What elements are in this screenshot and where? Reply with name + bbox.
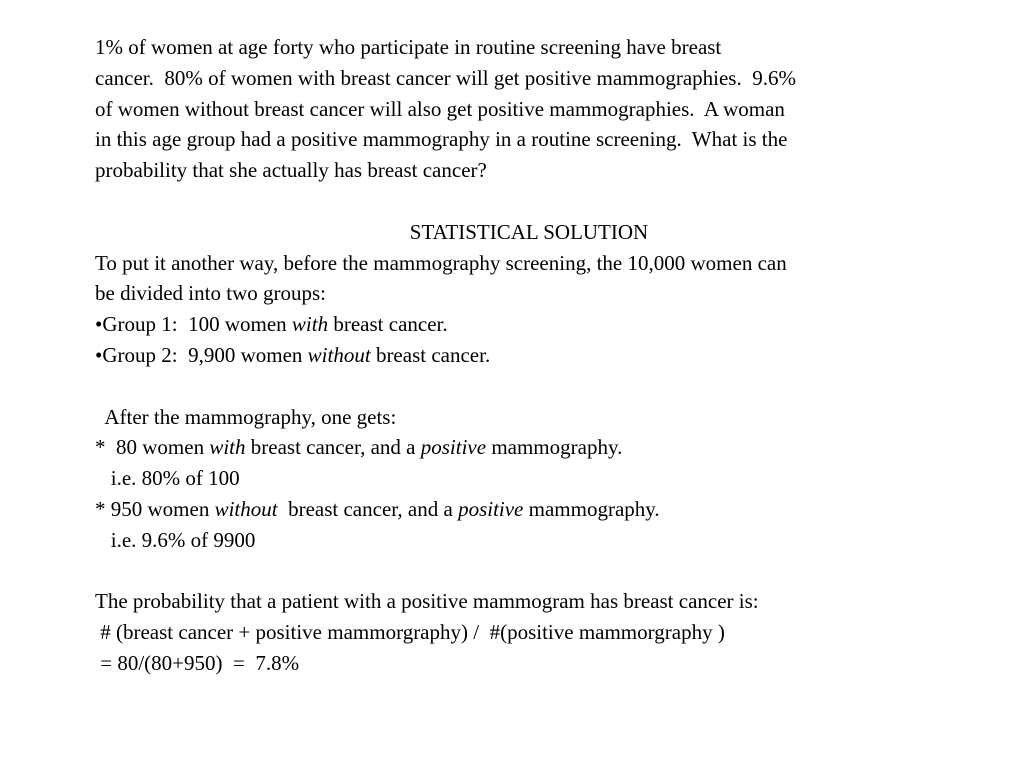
probability-formula: # (breast cancer + positive mammorgraphy) / #(positive mammorgraphy ) xyxy=(95,620,725,645)
group-2-item xyxy=(95,340,965,371)
after-mammography xyxy=(95,402,965,556)
item-1-emphasis-with: with xyxy=(209,435,246,460)
group-2-emphasis: without xyxy=(307,342,371,367)
result-item-2 xyxy=(95,494,965,525)
result-item-1 xyxy=(95,432,965,463)
group-1-suffix: breast cancer. xyxy=(328,312,448,337)
item-1-emphasis-positive: positive xyxy=(420,435,487,460)
group-1-emphasis: with xyxy=(291,312,329,337)
item-2-emphasis-positive: positive xyxy=(458,496,524,521)
item-2-middle: breast cancer, and a xyxy=(277,496,459,521)
group-2-prefix: •Group 2: 9,900 women xyxy=(95,342,308,367)
item-2-emphasis-without: without xyxy=(214,496,278,521)
spacer xyxy=(95,186,965,217)
probability-result: = 80/(80+950) = 7.8% xyxy=(95,650,300,675)
group-1-item xyxy=(95,309,965,340)
item-1-suffix: mammography. xyxy=(486,435,623,460)
item-2-prefix: * 950 women xyxy=(95,496,215,521)
solution-intro-line: To put it another way, before the mammography screening, the 10,000 women can xyxy=(95,250,787,275)
group-1-prefix: •Group 1: 100 women xyxy=(95,312,292,337)
conclusion xyxy=(95,586,965,678)
problem-line: 1% of women at age forty who participate in routine screening have breast xyxy=(95,35,722,59)
problem-line: probability that she actually has breast cancer? xyxy=(95,158,487,183)
solution-heading: STATISTICAL SOLUTION xyxy=(409,219,649,244)
problem-line: of women without breast cancer will also get positive mammographies. A woman xyxy=(95,96,785,121)
conclusion-statement: The probability that a patient with a positive mammogram has breast cancer is: xyxy=(95,589,759,614)
problem-statement xyxy=(95,32,965,186)
solution-intro-line: be divided into two groups: xyxy=(95,281,326,306)
item-2-suffix: mammography. xyxy=(523,496,660,521)
slide-content xyxy=(95,32,965,679)
after-heading: After the mammography, one gets: xyxy=(95,404,397,429)
item-1-prefix: * 80 women xyxy=(95,435,210,460)
result-item-2-note: i.e. 9.6% of 9900 xyxy=(95,527,256,552)
result-item-1-note: i.e. 80% of 100 xyxy=(95,466,240,491)
statistical-solution xyxy=(95,217,965,371)
problem-line: cancer. 80% of women with breast cancer will get positive mammographies. 9.6% xyxy=(95,65,796,90)
spacer xyxy=(95,556,965,587)
problem-line: in this age group had a positive mammography in a routine screening. What is the xyxy=(95,127,788,152)
spacer xyxy=(95,371,965,402)
group-2-suffix: breast cancer. xyxy=(370,342,491,367)
item-1-middle: breast cancer, and a xyxy=(245,435,421,460)
